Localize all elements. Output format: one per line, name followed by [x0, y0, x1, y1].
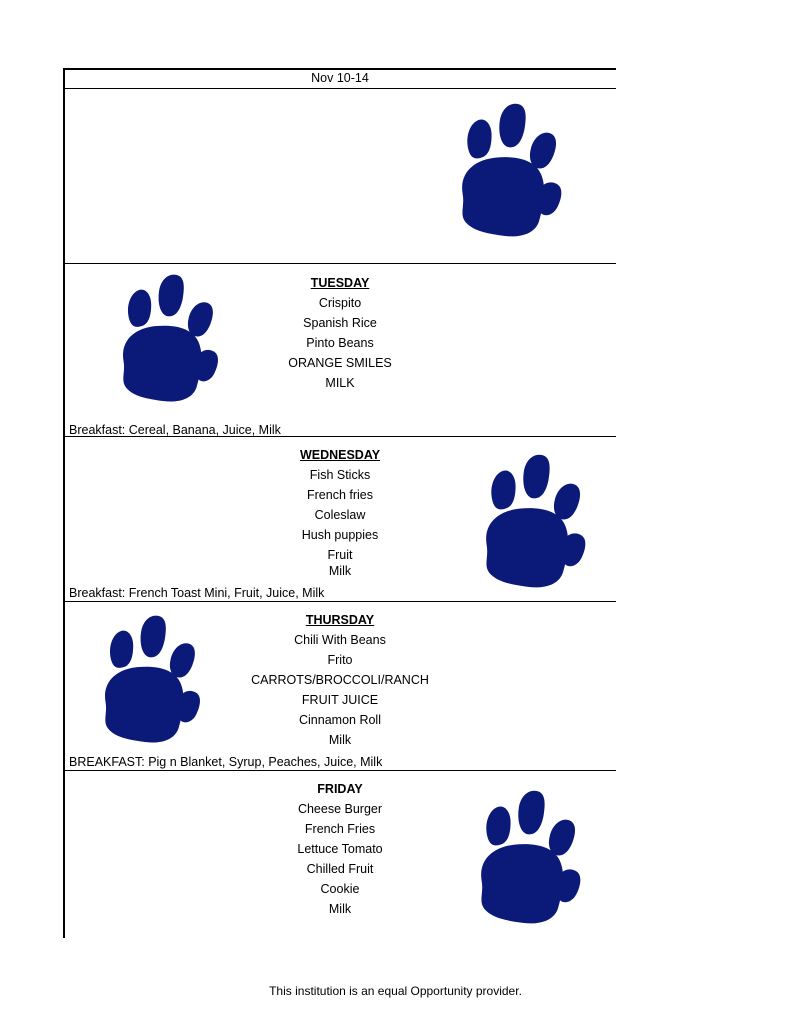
menu-item: Fruit	[327, 548, 353, 562]
row-divider	[65, 601, 616, 602]
footer-statement: This institution is an equal Opportunity provider.	[269, 984, 522, 998]
row-divider	[65, 770, 616, 771]
menu-item: MILK	[325, 376, 355, 390]
menu-item: French fries	[307, 488, 373, 502]
day-title: FRIDAY	[317, 782, 363, 796]
menu-item: Milk	[328, 902, 352, 916]
menu-item: Cookie	[320, 882, 360, 896]
wednesday-menu	[240, 445, 440, 581]
day-title: WEDNESDAY	[299, 448, 381, 462]
day-title: TUESDAY	[310, 276, 370, 290]
menu-item: Cheese Burger	[297, 802, 383, 816]
menu-item: ORANGE SMILES	[288, 356, 392, 370]
tuesday-menu	[240, 273, 440, 393]
menu-item: Milk	[328, 564, 352, 578]
breakfast-line: Breakfast: French Toast Mini, Fruit, Juice, Milk	[69, 586, 325, 600]
menu-item: Chili With Beans	[294, 633, 386, 647]
paw-print-icon	[443, 100, 569, 240]
menu-item: Spanish Rice	[303, 316, 377, 330]
menu-item: CARROTS/BROCCOLI/RANCH	[251, 673, 429, 687]
wednesday-cell	[65, 445, 616, 602]
table-top-border	[65, 68, 616, 70]
menu-item: Pinto Beans	[306, 336, 374, 350]
menu-table	[63, 68, 616, 938]
breakfast-line: BREAKFAST: Pig n Blanket, Syrup, Peaches, Juice, Milk	[69, 755, 383, 769]
paw-print-icon	[462, 787, 588, 927]
thursday-menu	[240, 610, 440, 750]
menu-item: Coleslaw	[314, 508, 366, 522]
menu-item: French Fries	[304, 822, 376, 836]
breakfast-line: Breakfast: Cereal, Banana, Juice, Milk	[69, 423, 281, 437]
menu-item: Cinnamon Roll	[299, 713, 381, 727]
row-divider	[65, 436, 616, 437]
paw-print-icon	[105, 271, 225, 405]
paw-print-icon	[87, 612, 207, 746]
friday-menu	[240, 779, 440, 919]
menu-item: Lettuce Tomato	[297, 842, 383, 856]
week-label: Nov 10-14	[311, 71, 369, 85]
thursday-cell	[65, 610, 616, 772]
row-divider	[65, 88, 616, 89]
menu-item: Milk	[328, 733, 352, 747]
day-title: THURSDAY	[305, 613, 375, 627]
menu-item: Frito	[327, 653, 353, 667]
tuesday-cell	[65, 273, 616, 438]
menu-item: Chilled Fruit	[306, 862, 374, 876]
menu-item: FRUIT JUICE	[301, 693, 379, 707]
menu-item: Crispito	[318, 296, 362, 310]
friday-cell	[65, 779, 616, 929]
menu-item: Fish Sticks	[309, 468, 371, 482]
paw-print-icon	[467, 451, 593, 591]
menu-item: Hush puppies	[301, 528, 379, 542]
row-divider	[65, 263, 616, 264]
